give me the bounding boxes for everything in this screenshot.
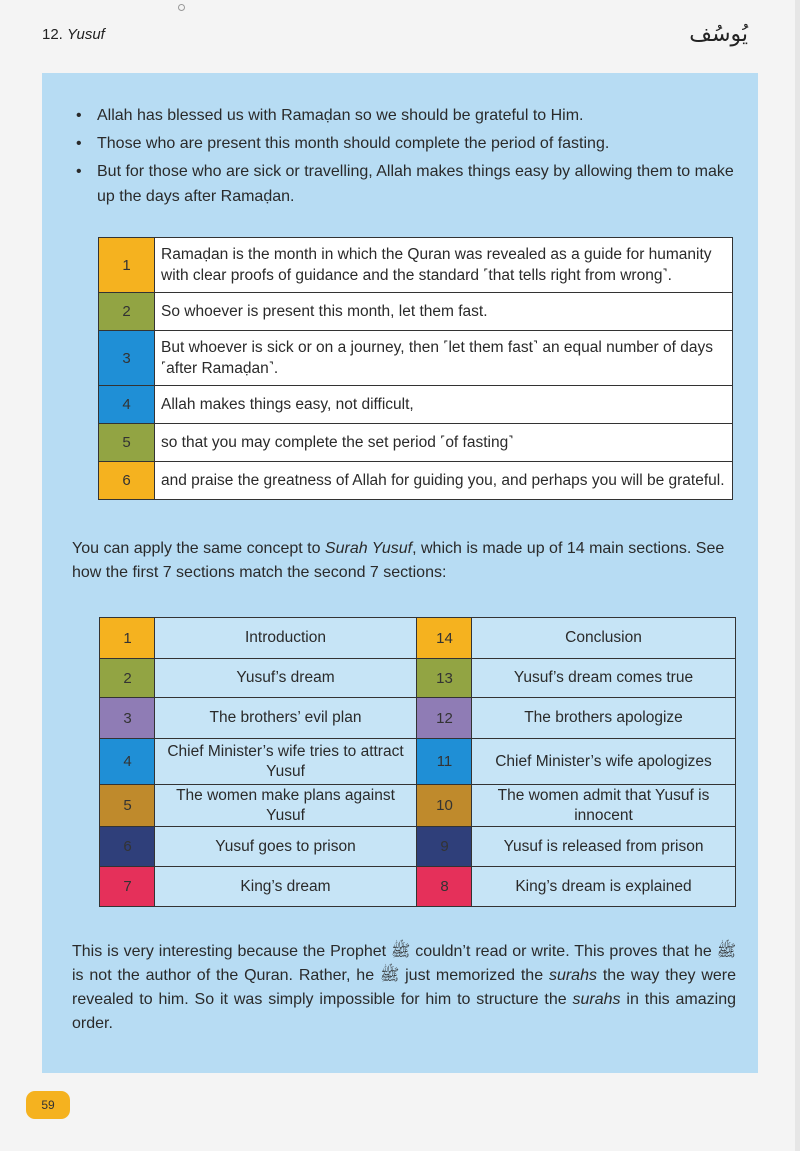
verse-number: 4 bbox=[99, 386, 155, 424]
verse-number: 3 bbox=[99, 331, 155, 386]
table-row bbox=[99, 238, 733, 293]
left-section-label: The women make plans against Yusuf bbox=[154, 784, 417, 827]
intro-text: You can apply the same concept to bbox=[72, 540, 325, 557]
table-row bbox=[99, 462, 733, 500]
right-section-label: Chief Minister’s wife apologizes bbox=[471, 738, 736, 785]
page-mark bbox=[178, 4, 185, 11]
closing-text: This is very interesting because the Prophet ﷺ couldn’t read or write. This proves that he ﷺ is not the author of the Quran. Rather, he ﷺ just memorized the bbox=[72, 943, 737, 984]
bullet-item: • But for those who are sick or travelling, Allah makes things easy by allowing them to make up the days after Ramaḍan. bbox=[72, 159, 742, 209]
verse-number: 2 bbox=[99, 293, 155, 331]
right-section-label: King’s dream is explained bbox=[471, 866, 736, 907]
chapter-name: Yusuf bbox=[67, 26, 105, 43]
right-section-label: Conclusion bbox=[471, 617, 736, 659]
bullet-list bbox=[72, 103, 742, 212]
left-section-label: Chief Minister’s wife tries to attract Yusuf bbox=[154, 738, 417, 785]
right-section-number: 14 bbox=[416, 617, 473, 659]
right-section-number: 9 bbox=[416, 826, 473, 867]
table-row bbox=[99, 293, 733, 331]
left-section-label: The brothers’ evil plan bbox=[154, 697, 417, 739]
right-section-label: Yusuf is released from prison bbox=[471, 826, 736, 867]
intro-italic: Surah Yusuf bbox=[324, 540, 413, 557]
sections-table bbox=[99, 617, 735, 910]
left-section-label: Yusuf goes to prison bbox=[154, 826, 417, 867]
left-section-number: 1 bbox=[99, 617, 156, 659]
page-edge bbox=[795, 0, 800, 1151]
closing-italic: surahs bbox=[572, 991, 621, 1008]
left-section-number: 7 bbox=[99, 866, 156, 907]
verse-table bbox=[98, 237, 733, 500]
left-section-label: Introduction bbox=[154, 617, 417, 659]
table-row bbox=[99, 424, 733, 462]
page-number-badge: 59 bbox=[26, 1091, 70, 1119]
closing-italic: surahs bbox=[548, 967, 597, 984]
chapter-header bbox=[42, 26, 105, 43]
verse-number: 6 bbox=[99, 462, 155, 500]
verse-text: But whoever is sick or on a journey, then ˹let them fast˺ an equal number of days ˹after Ramaḍan˺. bbox=[155, 331, 733, 386]
verse-text: So whoever is present this month, let them fast. bbox=[155, 293, 733, 331]
verse-text: so that you may complete the set period ˹of fasting˺ bbox=[155, 424, 733, 462]
verse-text: and praise the greatness of Allah for guiding you, and perhaps you will be grateful. bbox=[155, 462, 733, 500]
chapter-number: 12. bbox=[42, 26, 63, 43]
verse-number: 1 bbox=[99, 238, 155, 293]
intro-text: , which is made up of 14 main sections. See how the first 7 sections match the second 7 sections: bbox=[72, 540, 725, 581]
content-panel bbox=[42, 73, 758, 1073]
verse-text: Allah makes things easy, not difficult, bbox=[155, 386, 733, 424]
bullet-item: • Those who are present this month should complete the period of fasting. bbox=[72, 131, 742, 156]
left-section-label: Yusuf’s dream bbox=[154, 658, 417, 698]
left-section-number: 3 bbox=[99, 697, 156, 739]
right-section-number: 10 bbox=[416, 784, 473, 827]
table-row bbox=[99, 386, 733, 424]
right-section-number: 13 bbox=[416, 658, 473, 698]
left-section-number: 6 bbox=[99, 826, 156, 867]
right-section-label: Yusuf’s dream comes true bbox=[471, 658, 736, 698]
arabic-title: يُوسُف bbox=[689, 22, 748, 47]
right-section-number: 12 bbox=[416, 697, 473, 739]
left-section-number: 4 bbox=[99, 738, 156, 785]
closing-text: in this amazing order. bbox=[72, 991, 736, 1032]
left-section-number: 5 bbox=[99, 784, 156, 827]
left-section-label: King’s dream bbox=[154, 866, 417, 907]
right-section-number: 11 bbox=[416, 738, 473, 785]
closing-text: the way they were revealed to him. So it was simply impossible for him to structure the bbox=[72, 967, 737, 1008]
right-section-number: 8 bbox=[416, 866, 473, 907]
intro-paragraph bbox=[72, 537, 736, 585]
left-section-number: 2 bbox=[99, 658, 156, 698]
table-row bbox=[99, 331, 733, 386]
verse-number: 5 bbox=[99, 424, 155, 462]
bullet-item: • Allah has blessed us with Ramaḍan so we should be grateful to Him. bbox=[72, 103, 742, 128]
right-section-label: The women admit that Yusuf is innocent bbox=[471, 784, 736, 827]
verse-text: Ramaḍan is the month in which the Quran was revealed as a guide for humanity with clear proofs of guidance and the standard ˹that tells right from wrong˺. bbox=[155, 238, 733, 293]
closing-paragraph bbox=[72, 940, 736, 1036]
right-section-label: The brothers apologize bbox=[471, 697, 736, 739]
